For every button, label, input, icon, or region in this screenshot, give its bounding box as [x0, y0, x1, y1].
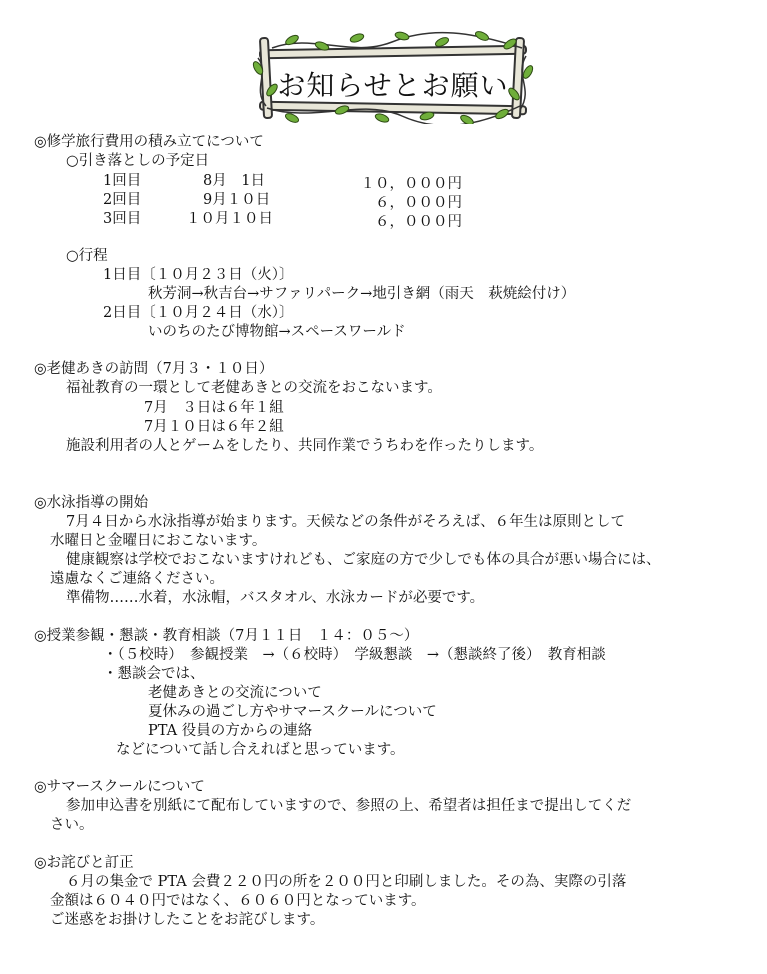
schedule-row-2-no: 2回目	[103, 192, 142, 208]
class-line-2: ・懇談会では、	[103, 666, 205, 682]
itinerary-day-2-route: いのちのたび博物館→スペースワールド	[148, 324, 406, 340]
schedule-row-3-no: 3回目	[103, 211, 142, 227]
summer-line-1: 参加申込書を別紙にて配布していますので、参照の上、希望者は担任まで提出してくだ	[66, 798, 632, 814]
class-line-3: 老健あきとの交流について	[148, 685, 322, 701]
visit-line-2: 7月 ３日は６年１組	[144, 400, 284, 416]
section-heading-visit: ◎老健あきの訪問（7月３・１０日）	[34, 361, 274, 377]
schedule-row-3-date: １０月１０日	[186, 211, 273, 227]
class-line-4: 夏休みの過ごし方やサマースクールについて	[148, 704, 437, 720]
visit-line-3: 7月１０日は６年２組	[144, 419, 284, 435]
itinerary-subheading: ○行程	[66, 248, 108, 264]
schedule-row-2-date: 9月１０日	[203, 192, 271, 208]
section-heading-class: ◎授業参観・懇談・教育相談（7月１１日 １４：０５～）	[34, 628, 419, 644]
schedule-subheading: ○引き落としの予定日	[66, 153, 210, 169]
swim-line-4: 遠慮なくご連絡ください。	[50, 571, 224, 587]
apology-line-1: ６月の集金で PTA 会費２２０円の所を２００円と印刷しました。その為、実際の引落	[66, 874, 627, 890]
itinerary-day-1-route: 秋芳洞→秋吉台→サファリパーク→地引き網（雨天 萩焼絵付け）	[148, 286, 576, 302]
swim-line-3: 健康観察は学校でおこないますけれども、ご家庭の方で少しでも体の具合が悪い場合には、	[66, 552, 661, 568]
schedule-row-1-date: 8月 1日	[203, 173, 265, 189]
schedule-row-1-no: 1回目	[103, 173, 142, 189]
apology-line-2: 金額は６０４０円ではなく、６０６０円となっています。	[50, 893, 426, 909]
title-banner	[252, 28, 534, 124]
schedule-row-3-amount: ６，０００円	[375, 214, 462, 230]
itinerary-day-1: 1日目〔１０月２３日（火）〕	[103, 267, 294, 283]
swim-line-5: 準備物……水着，水泳帽，バスタオル、水泳カードが必要です。	[66, 590, 485, 606]
page-title: お知らせとお願い	[277, 69, 509, 102]
visit-line-4: 施設利用者の人とゲームをしたり、共同作業でうちわを作ったりします。	[66, 438, 544, 454]
schedule-row-2-amount: ６，０００円	[375, 195, 462, 211]
section-heading-summer: ◎サマースクールについて	[34, 779, 205, 795]
swim-line-1: 7月４日から水泳指導が始まります。天候などの条件がそろえば、６年生は原則として	[66, 514, 626, 530]
apology-line-3: ご迷惑をお掛けしたことをお詫びします。	[50, 912, 325, 928]
visit-line-1: 福祉教育の一環として老健あきとの交流をおこないます。	[66, 380, 442, 396]
itinerary-day-2: 2日目〔１０月２４日（水）〕	[103, 305, 294, 321]
summer-line-2: さい。	[50, 817, 94, 833]
section-heading-swim: ◎水泳指導の開始	[34, 495, 149, 511]
class-line-1: ・（５校時） 参観授業 →（６校時） 学級懇談 →（懇談終了後） 教育相談	[103, 647, 606, 663]
section-heading-apology: ◎お詫びと訂正	[34, 855, 134, 871]
section-heading-trip: ◎修学旅行費用の積み立てについて	[34, 134, 264, 150]
class-line-6: などについて話し合えればと思っています。	[116, 742, 405, 758]
schedule-row-1-amount: １０，０００円	[360, 176, 462, 192]
swim-line-2: 水曜日と金曜日におこないます。	[50, 533, 267, 549]
class-line-5: PTA 役員の方からの連絡	[148, 723, 313, 739]
